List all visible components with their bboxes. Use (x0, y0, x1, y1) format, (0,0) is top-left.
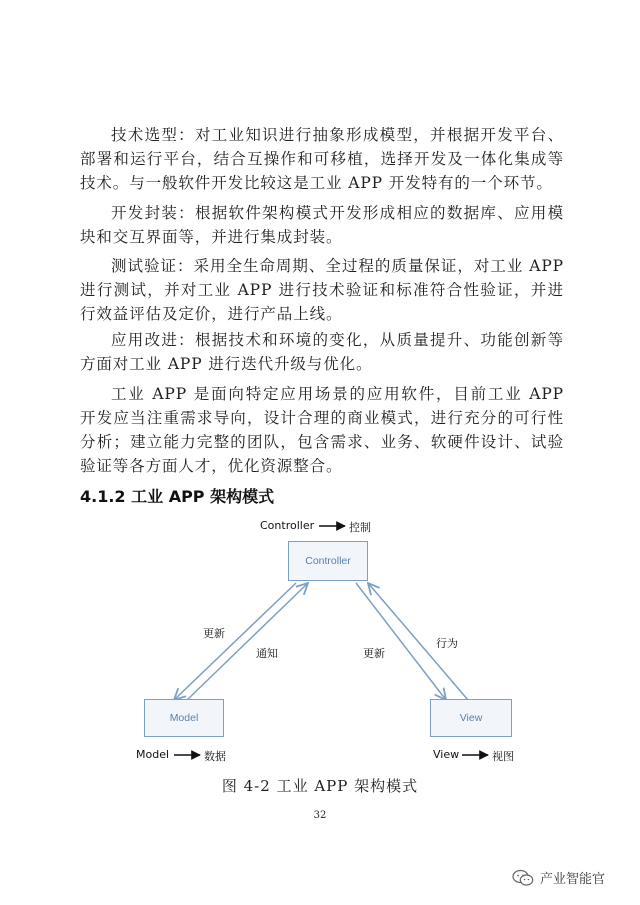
legend-model-meaning: 数据 (204, 750, 226, 763)
paragraph-test-verify: 测试验证：采用全生命周期、全过程的质量保证，对工业 APP进行测试，并对工业 APP 进行技术验证和标准符合性验证，并进行效益评估及定价，进行产品上线。 (80, 257, 564, 323)
watermark (512, 868, 605, 887)
paragraph-app-improve: 应用改进：根据技术和环境的变化，从质量提升、功能创新等方面对工业 APP 进行迭代升级与优化。 (80, 331, 564, 373)
label-update-right: 更新 (363, 647, 385, 660)
label-notify: 通知 (256, 647, 278, 660)
legend-controller-meaning: 控制 (349, 521, 371, 534)
paragraph-dev-packaging: 开发封装：根据软件架构模式开发形成相应的数据库、应用模块和交互界面等，并进行集成封装。 (80, 204, 564, 246)
section-heading: 4.1.2 工业 APP 架构模式 (80, 487, 275, 506)
wechat-icon (512, 869, 534, 887)
paragraph-tech-selection: 技术选型：对工业知识进行抽象形成模型，并根据开发平台、部署和运行平台，结合互操作和可移植，选择开发及一体化集成等技术。与一般软件开发比较这是工业 APP 开发特有的一个环节。 (80, 126, 564, 192)
watermark-text: 产业智能官 (540, 872, 606, 887)
view-box: View (430, 699, 512, 737)
controller-box: Controller (288, 541, 368, 581)
paragraph-summary: 工业 APP 是面向特定应用场景的应用软件，目前工业 APP 开发应当注重需求导向，设计合理的商业模式，进行充分的可行性分析；建立能力完整的团队，包含需求、业务、软硬件设计、试验验证等各方面人才，优化资源整合。 (80, 385, 564, 475)
arrow-model-to-controller (187, 583, 308, 700)
figure-caption: 图 4-2 工业 APP 架构模式 (221, 777, 419, 795)
legend-model-term: Model (136, 748, 170, 761)
page-number: 32 (313, 810, 327, 821)
arrow-controller-to-model (174, 583, 296, 700)
legend-view-term: View (433, 748, 460, 761)
model-box: Model (144, 699, 224, 737)
label-action: 行为 (436, 637, 458, 650)
legend-view-meaning: 视图 (492, 750, 514, 763)
label-update-left: 更新 (203, 627, 225, 640)
arrow-controller-to-view (356, 583, 446, 700)
legend-controller-term: Controller (260, 519, 315, 532)
